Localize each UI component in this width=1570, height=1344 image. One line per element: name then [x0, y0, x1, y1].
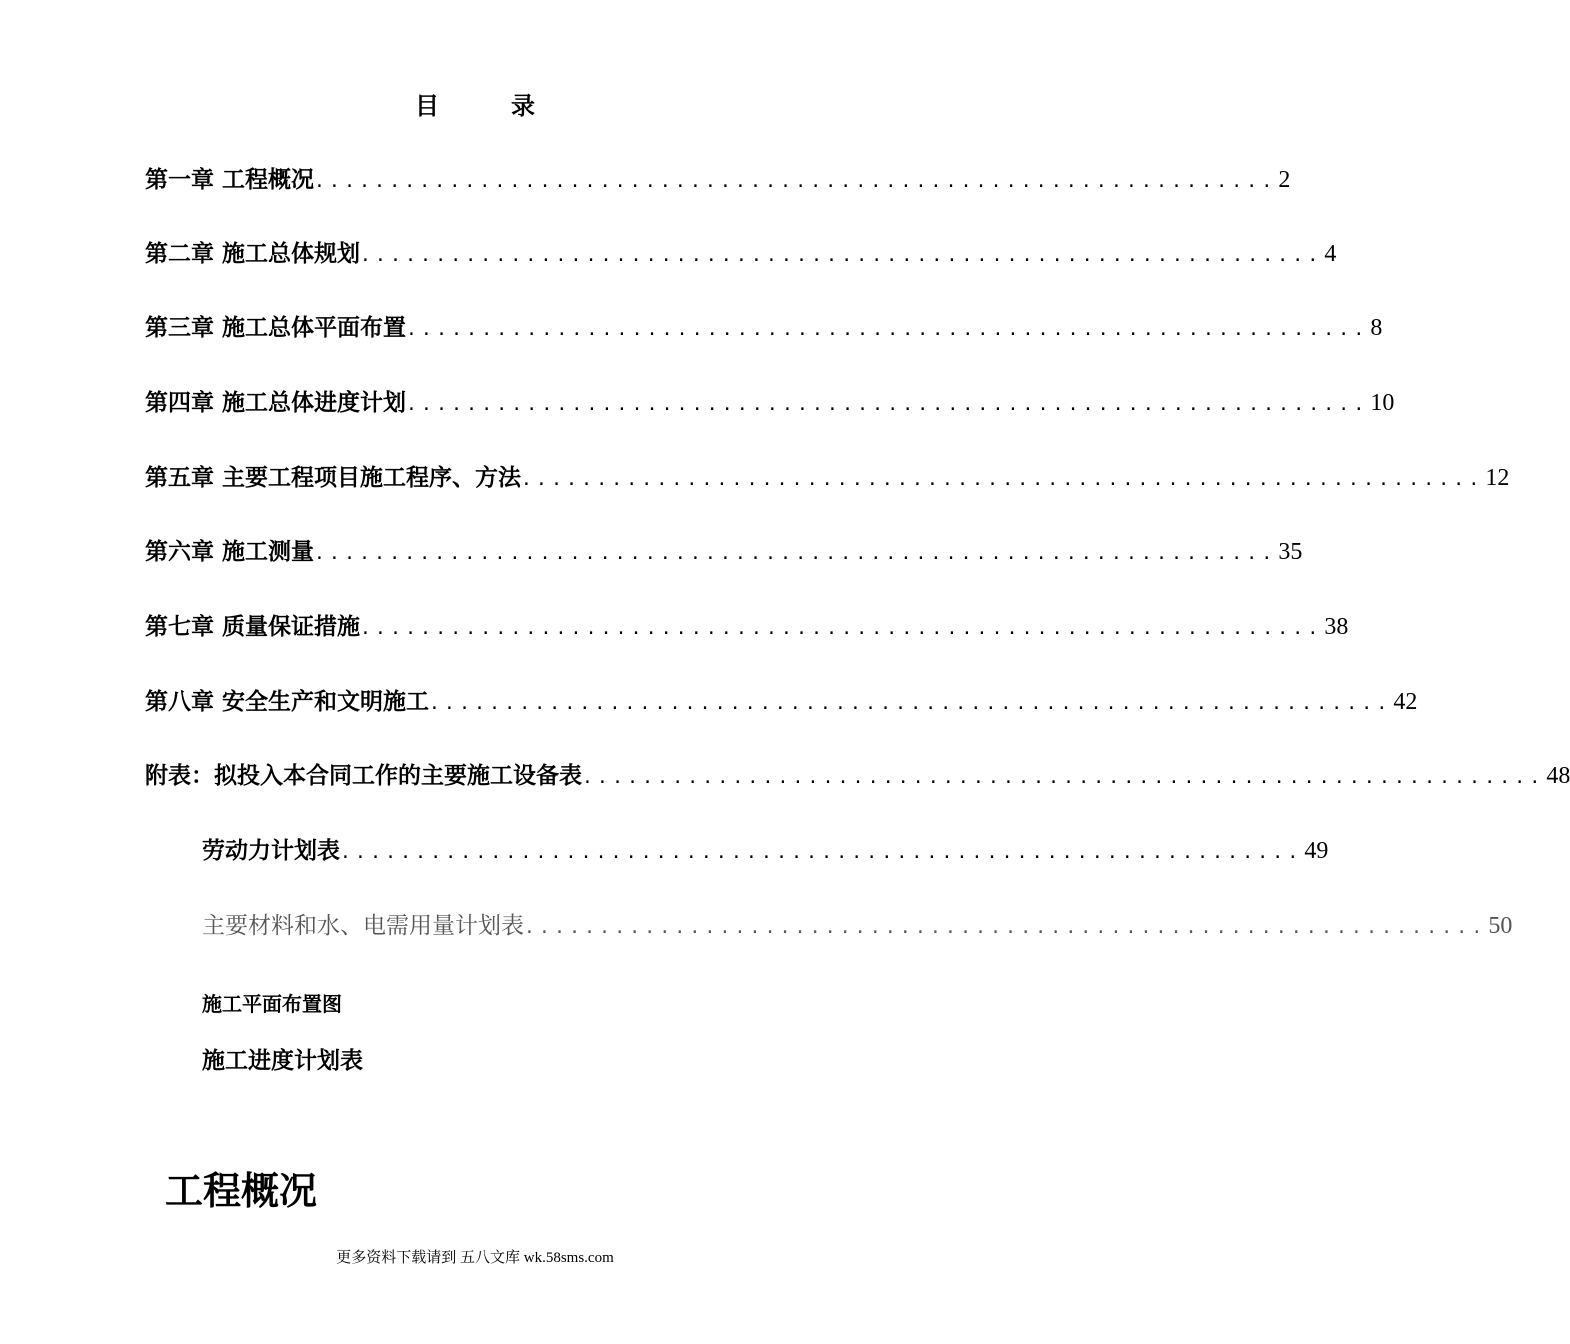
toc-entry-label: 第五章 主要工程项目施工程序、方法 — [145, 464, 522, 491]
toc-entry-chapter-6[interactable] — [145, 534, 1303, 570]
toc-entry-page: 12 — [1485, 465, 1510, 491]
toc-entry-leader: ................................................................ — [314, 171, 1277, 192]
toc-entry-leader: ................................................................ — [429, 693, 1392, 714]
toc-entry-leader: ................................................................ — [406, 394, 1369, 415]
section-heading: 工程概况 — [165, 1168, 318, 1213]
toc-entry-appendix[interactable] — [145, 758, 1570, 794]
toc-extra-layout-drawing[interactable]: 施工平面布置图 — [202, 992, 342, 1016]
toc-title-left: 目 — [415, 91, 439, 120]
toc-entry-leader: ................................................................ — [314, 543, 1277, 564]
toc-entry-label: 主要材料和水、电需用量计划表 — [202, 913, 524, 939]
toc-entry-leader: ................................................................ — [360, 245, 1323, 266]
toc-entry-leader: ................................................................ — [524, 917, 1487, 938]
toc-title — [0, 86, 950, 121]
toc-title-right: 录 — [511, 91, 535, 120]
toc-entry-page: 42 — [1393, 689, 1418, 715]
toc-entry-chapter-7[interactable] — [145, 609, 1349, 645]
toc-entry-page: 35 — [1278, 539, 1303, 565]
toc-entry-label: 第六章 施工测量 — [145, 538, 315, 565]
toc-entry-leader: ................................................................ — [340, 842, 1303, 863]
toc-entry-chapter-3[interactable] — [145, 310, 1383, 346]
toc-entry-leader: ................................................................ — [582, 767, 1545, 788]
toc-entry-page: 50 — [1488, 913, 1513, 939]
toc-entry-label: 劳动力计划表 — [202, 837, 340, 864]
toc-entry-leader: ................................................................ — [406, 319, 1369, 340]
toc-entry-chapter-8[interactable] — [145, 684, 1418, 720]
toc-entry-chapter-4[interactable] — [145, 385, 1395, 421]
toc-entry-page: 2 — [1278, 167, 1291, 193]
toc-entry-label: 第四章 施工总体进度计划 — [145, 389, 407, 416]
toc-entry-chapter-5[interactable] — [145, 460, 1510, 496]
toc-entry-label: 第八章 安全生产和文明施工 — [145, 688, 430, 715]
toc-entry-page: 48 — [1546, 763, 1570, 789]
toc-entry-labor-plan[interactable] — [202, 833, 1329, 869]
toc-entry-label: 第七章 质量保证措施 — [145, 613, 361, 640]
toc-entry-label: 第一章 工程概况 — [145, 166, 315, 193]
toc-entry-page: 49 — [1304, 838, 1329, 864]
toc-entry-leader: ................................................................ — [360, 618, 1323, 639]
toc-entry-leader: ................................................................ — [521, 469, 1484, 490]
toc-entry-page: 10 — [1370, 390, 1395, 416]
footer-text: 更多资料下载请到 五八文库 wk.58sms.com — [336, 1250, 614, 1266]
toc-entry-label: 附表：拟投入本合同工作的主要施工设备表 — [145, 762, 582, 789]
toc-entry-page: 8 — [1370, 315, 1383, 341]
toc-entry-chapter-1[interactable] — [145, 162, 1291, 198]
toc-entry-label: 第三章 施工总体平面布置 — [145, 314, 407, 341]
toc-entry-page: 4 — [1324, 241, 1337, 267]
toc-entry-label: 第二章 施工总体规划 — [145, 240, 361, 267]
toc-entry-chapter-2[interactable] — [145, 236, 1337, 272]
toc-entry-materials-plan[interactable] — [202, 908, 1513, 944]
toc-extra-schedule-table[interactable]: 施工进度计划表 — [202, 1047, 363, 1074]
toc-entry-page: 38 — [1324, 614, 1349, 640]
